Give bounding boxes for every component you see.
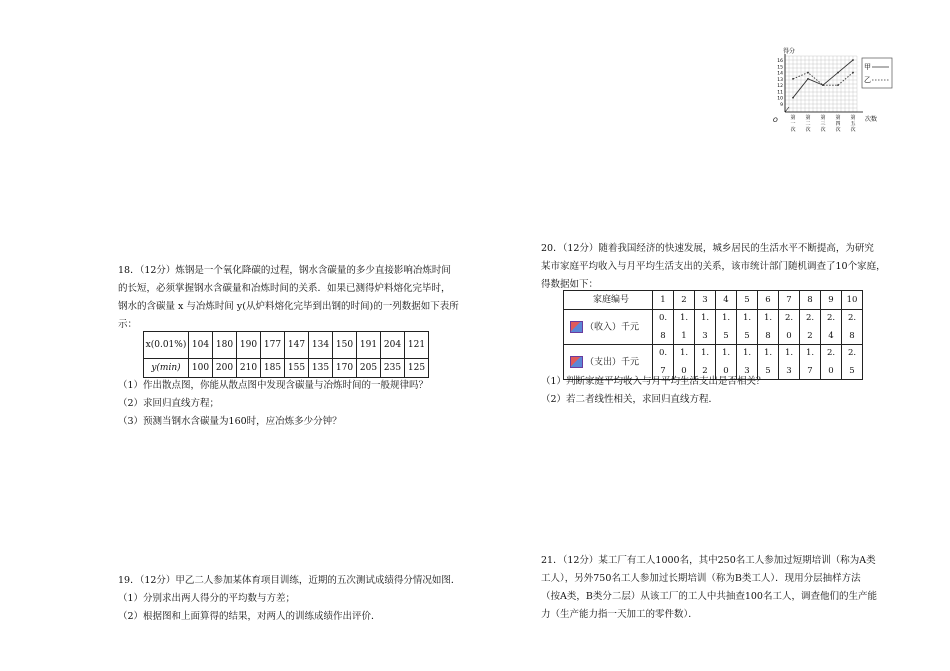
q18-x-row: [144, 332, 429, 359]
x-tick-label: 四: [835, 121, 841, 127]
q20-id-cell: 2: [674, 291, 695, 310]
data-point: [837, 84, 839, 86]
data-point: [822, 84, 824, 86]
q20-income-cell: 1. 5: [716, 310, 737, 345]
q20-subquestions: [541, 373, 901, 409]
q18-line-2: 的长短，必须掌握钢水含碳量和冶炼时间的关系．如果已测得炉料熔化完毕时，: [118, 283, 451, 294]
x-tick-label: 次: [820, 127, 826, 133]
q20-expense-cell: 0. 7: [653, 345, 674, 380]
q20-id-cell: 4: [716, 291, 737, 310]
q20-expense-cell: 1. 0: [674, 345, 695, 380]
question-20: [541, 240, 901, 294]
q19-sub-1: （1）分别求出两人得分的平均数与方差；: [118, 593, 296, 604]
q18-x-cell: 204: [381, 332, 405, 359]
q20-income-cell: 1. 1: [674, 310, 695, 345]
x-tick-label: 次: [850, 127, 856, 133]
x-tick-label: 次: [805, 127, 811, 133]
q20-income-cell: 0. 8: [653, 310, 674, 345]
q21-line-4: 力（生产能力指一天加工的零件数）．: [541, 609, 698, 620]
q20-line-1: 20．（12分）随着我国经济的快速发展，城乡居民的生活水平不断提高，为研究: [541, 243, 874, 254]
chart-legend: [862, 58, 892, 88]
q20-income-cell: 1. 3: [695, 310, 716, 345]
y-tick-label: 12: [777, 84, 783, 90]
q18-y-row: [144, 359, 429, 378]
axis-break: [785, 107, 789, 112]
q18-y-cell: 205: [357, 359, 381, 378]
question-19: [118, 572, 478, 626]
data-point: [807, 78, 809, 80]
y-tick-label: 13: [777, 77, 783, 83]
q20-sub-2: （2）若二者线性相关，求回归直线方程．: [541, 394, 719, 405]
q18-x-cell: 150: [333, 332, 357, 359]
question-21: [541, 552, 901, 624]
legend-label-yi: 乙: [864, 76, 871, 84]
q18-x-cell: 191: [357, 332, 381, 359]
q20-id-cell: 5: [737, 291, 758, 310]
x-tick-label: 次: [790, 127, 796, 133]
q20-income-cell: 1. 8: [758, 310, 779, 345]
q18-line-4: 示：: [118, 319, 138, 330]
q20-expense-cell: 1. 3: [779, 345, 800, 380]
q18-y-cell: 210: [237, 359, 261, 378]
q20-line-2: 某市家庭平均收入与月平均生活支出的关系，该市统计部门随机调查了10个家庭，: [541, 261, 886, 272]
x-tick-label: 第: [805, 115, 811, 121]
formula-object-icon: [570, 321, 583, 333]
data-point: [852, 72, 854, 74]
q20-data-table: [563, 290, 863, 380]
y-tick-label: 15: [777, 65, 783, 71]
q18-y-cell: 170: [333, 359, 357, 378]
q20-income-cell: 2. 2: [800, 310, 821, 345]
q18-x-cell: 190: [237, 332, 261, 359]
q20-expense-cell: 1. 7: [800, 345, 821, 380]
x-tick-label: 五: [850, 121, 856, 127]
q18-y-header: y(min): [144, 359, 189, 378]
q18-x-cell: 147: [285, 332, 309, 359]
q18-y-cell: 100: [189, 359, 213, 378]
score-line-chart: [765, 46, 895, 166]
y-tick-label: 9: [780, 103, 783, 108]
q20-income-cell: 2. 0: [779, 310, 800, 345]
x-tick-label: 第: [835, 115, 841, 121]
q18-x-cell: 177: [261, 332, 285, 359]
x-tick-label: 第: [790, 115, 796, 121]
q20-id-header: 家庭编号: [564, 291, 653, 310]
q20-id-cell: 10: [842, 291, 863, 310]
q20-line-3: 得数据如下：: [541, 279, 599, 290]
q20-id-cell: 9: [821, 291, 842, 310]
q21-line-2: 工人），另外750名工人参加过长期培训（称为B类工人）．现用分层抽样方法: [541, 573, 861, 584]
q18-data-table: [143, 331, 429, 378]
q18-y-cell: 200: [213, 359, 237, 378]
q18-line-1: 18．（12分）炼钢是一个氧化降碳的过程，钢水含碳量的多少直接影响冶炼时间: [118, 265, 451, 276]
x-tick-label: 一: [790, 121, 796, 127]
q20-id-cell: 6: [758, 291, 779, 310]
q21-line-3: （按A类，B类分二层）从该工厂的工人中共抽查100名工人，调查他们的生产能: [541, 591, 877, 602]
q20-expense-cell: 2. 5: [842, 345, 863, 380]
q20-id-cell: 7: [779, 291, 800, 310]
x-tick-label: 二: [805, 121, 811, 127]
chart-series: [792, 59, 854, 99]
q18-x-cell: 134: [309, 332, 333, 359]
chart-axes: [785, 54, 863, 112]
q18-x-cell: 180: [213, 332, 237, 359]
data-point: [807, 72, 809, 74]
q20-income-header: [564, 310, 653, 345]
q19-sub-2: （2）根据图和上面算得的结果，对两人的训练成绩作出评价．: [118, 611, 381, 622]
q20-expense-cell: 1. 5: [758, 345, 779, 380]
q20-income-cell: 2. 8: [842, 310, 863, 345]
q18-y-cell: 155: [285, 359, 309, 378]
x-tick-label: 第: [820, 115, 826, 121]
legend-label-jia: 甲: [864, 63, 871, 71]
q21-line-1: 21．（12分）某工厂有工人1000名，其中250名工人参加过短期培训（称为A类: [541, 555, 876, 566]
q18-sub-2: （2）求回归直线方程；: [118, 398, 220, 409]
q20-income-cell: 2. 4: [821, 310, 842, 345]
q18-x-header: x(0.01%): [144, 332, 189, 359]
q18-y-cell: 185: [261, 359, 285, 378]
q18-sub-1: （1）作出散点图，你能从散点图中发现含碳量与冶炼时间的一般规律吗？: [118, 380, 429, 391]
q20-expense-cell: 1. 0: [716, 345, 737, 380]
x-tick-label: 第: [850, 115, 856, 121]
data-point: [792, 78, 794, 80]
q18-subquestions: [118, 377, 478, 431]
q18-line-3: 钢水的含碳量 x 与冶炼时间 y(从炉料熔化完毕到出钢的时间)的一列数据如下表所: [118, 301, 459, 312]
q20-expense-cell: 1. 2: [695, 345, 716, 380]
q18-sub-3: （3）预测当钢水含碳量为160时，应冶炼多少分钟？: [118, 416, 342, 427]
question-18: [118, 262, 478, 334]
q20-expense-cell: 2. 0: [821, 345, 842, 380]
q18-y-cell: 135: [309, 359, 333, 378]
q20-expense-label: （支出）千元: [585, 357, 640, 368]
q20-id-cell: 1: [653, 291, 674, 310]
x-tick-label: 次: [835, 127, 841, 133]
q20-id-cell: 8: [800, 291, 821, 310]
q20-income-label: （收入）千元: [585, 322, 640, 333]
y-tick-label: 11: [777, 90, 783, 96]
q18-y-cell: 235: [381, 359, 405, 378]
q18-y-cell: 125: [405, 359, 429, 378]
formula-object-icon: [570, 356, 583, 368]
x-tick-label: 三: [820, 121, 826, 127]
series-line-yi: [793, 73, 853, 86]
q20-income-cell: 1. 5: [737, 310, 758, 345]
y-tick-label: 10: [777, 96, 783, 102]
data-point: [792, 97, 794, 99]
q19-line-1: 19．（12分）甲乙二人参加某体育项目训练，近期的五次测试成绩得分情况如图．: [118, 575, 461, 586]
q20-id-cell: 3: [695, 291, 716, 310]
chart-ylabel: 得分: [783, 48, 796, 55]
q20-expense-cell: 1. 3: [737, 345, 758, 380]
y-tick-label: 16: [777, 59, 783, 64]
q18-x-cell: 121: [405, 332, 429, 359]
chart-origin: O: [773, 117, 778, 124]
q20-income-row: [564, 310, 863, 345]
q20-sub-1: （1）判断家庭平均收入与月平均生活支出是否相关？: [541, 376, 766, 387]
y-tick-label: 14: [777, 71, 783, 77]
q20-id-row: [564, 291, 863, 310]
chart-xlabel: 次数: [865, 116, 878, 123]
q18-x-cell: 104: [189, 332, 213, 359]
data-point: [852, 59, 854, 61]
data-point: [837, 72, 839, 74]
